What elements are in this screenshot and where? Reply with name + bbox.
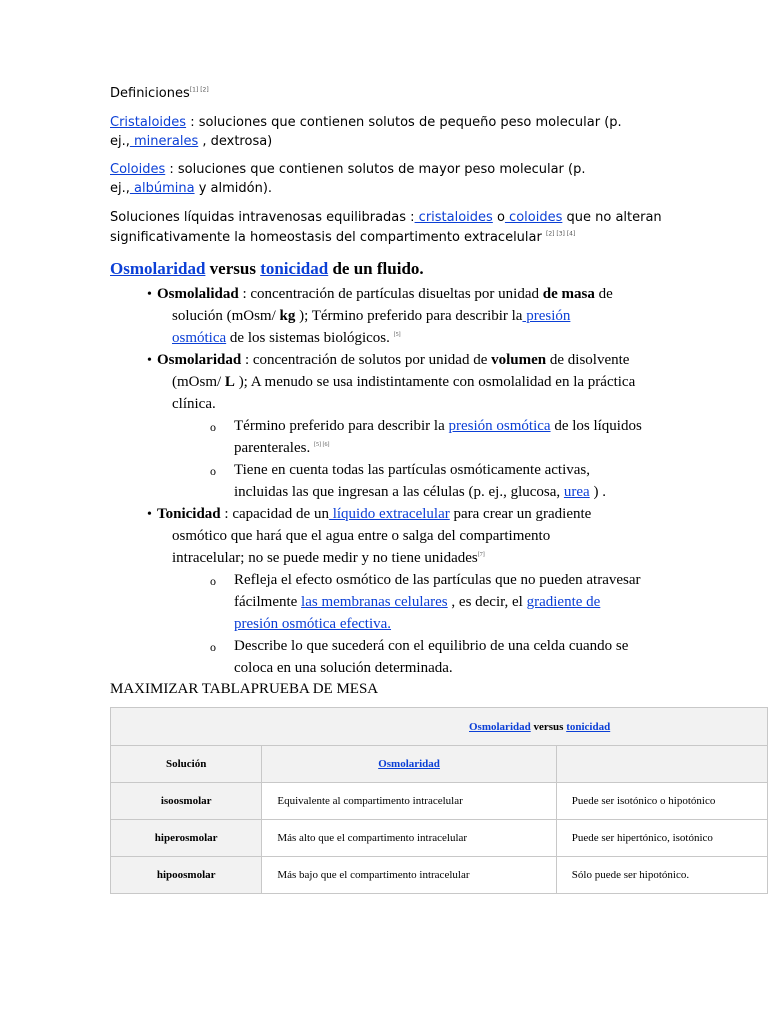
liquido-extracelular-link[interactable]: líquido extracelular — [328, 506, 450, 522]
table-tonicidad-link[interactable]: tonicidad — [566, 720, 611, 733]
osmolalidad-bold: de masa — [542, 286, 595, 302]
tonicidad-line-1 — [157, 506, 591, 523]
coloides-example-prefix: ej., — [110, 181, 130, 196]
osmolaridad-line-3-text: clínica. — [172, 396, 216, 412]
albumina-link[interactable]: albúmina — [129, 181, 195, 196]
osmolalidad-def-2: de — [594, 286, 613, 302]
tonicidad-def: : capacidad de un — [220, 506, 329, 522]
tonicidad-line-3-text: intracelular; no se puede medir y no tiene unidades — [172, 550, 478, 566]
osmolaridad-heading-link[interactable]: Osmolaridad — [110, 259, 206, 278]
tonicidad-sub1-line-3 — [234, 616, 391, 633]
osmolaridad-unit-prefix: (mOsm/ — [172, 374, 225, 390]
osmolaridad-sub2-text-2: incluidas las que ingresan a las células (p. ej., glucosa, — [234, 484, 564, 500]
cristaloides-inline-link[interactable]: cristaloides — [414, 210, 493, 225]
heading-suffix: de un fluido. — [328, 259, 424, 278]
osmolalidad-line-1 — [157, 286, 613, 303]
presion-osmotica-efectiva-link[interactable]: presión osmótica efectiva. — [234, 616, 392, 632]
bullet-marker: • — [147, 287, 152, 302]
osmolaridad-def-2: de disolvente — [546, 352, 630, 368]
minerales-link[interactable]: minerales — [129, 134, 199, 149]
table-cell-solucion: isoosmolar — [111, 783, 262, 820]
table-row — [111, 857, 768, 894]
osmolaridad-sub1-line-2 — [234, 440, 329, 457]
osmolaridad-term: Osmolaridad — [157, 352, 242, 368]
tonicidad-line-2-text: osmótico que hará que el agua entre o salga del compartimento — [172, 528, 551, 544]
cristaloides-definition: : soluciones que contienen solutos de pequeño peso molecular (p. — [186, 115, 622, 130]
osmolalidad-line-3-text: de los sistemas biológicos. — [226, 330, 390, 346]
reference-marks[interactable]: [5] [6] — [313, 442, 330, 448]
sub-bullet-marker: o — [210, 464, 216, 478]
osmotica-link[interactable]: osmótica — [172, 330, 227, 346]
tonicidad-sub1-text-2: fácilmente — [234, 594, 302, 610]
header-solucion: Solución — [111, 746, 262, 783]
definiciones-title — [110, 86, 209, 101]
osmolaridad-sub2-line-2 — [234, 484, 606, 501]
tonicidad-sub2-line-2 — [234, 660, 453, 677]
definiciones-title-text: Definiciones — [110, 86, 190, 101]
table-row — [111, 783, 768, 820]
cristaloides-link[interactable]: Cristaloides — [110, 115, 187, 130]
tonicidad-sub1-text: Refleja el efecto osmótico de las partículas que no pueden atravesar — [234, 572, 641, 588]
osmolalidad-term: Osmolalidad — [157, 286, 239, 302]
coloides-line-1 — [110, 162, 586, 177]
header-tonicidad — [556, 746, 767, 783]
table-cell-solucion: hiperosmolar — [111, 820, 262, 857]
osmolalidad-unit: kg — [279, 308, 296, 324]
sub-bullet-marker: o — [210, 574, 216, 588]
osmolalidad-unit-prefix: solución (mOsm/ — [172, 308, 280, 324]
soluciones-line-1 — [110, 210, 662, 225]
tonicidad-sub1-text-3: , es decir, el — [447, 594, 527, 610]
osmolaridad-line-2-text: ); A menudo se usa indistintamente con osmolalidad en la práctica — [234, 374, 636, 390]
heading-versus: versus — [205, 259, 261, 278]
urea-link[interactable]: urea — [563, 484, 590, 500]
cristaloides-example-prefix: ej., — [110, 134, 130, 149]
osmolaridad-sub2-text: Tiene en cuenta todas las partículas osmóticamente activas, — [234, 462, 591, 478]
table-osmolaridad-link[interactable]: Osmolaridad — [469, 720, 531, 733]
table-cell-tonicidad: Sólo puede ser hipotónico. — [556, 857, 767, 894]
cristaloides-line-2 — [110, 134, 272, 149]
cristaloides-line-1 — [110, 115, 622, 130]
tonicidad-sub2-line-1 — [234, 638, 628, 655]
reference-marks[interactable]: [2] [3] [4] — [545, 230, 576, 238]
osmolaridad-unit: L — [224, 374, 235, 390]
coloides-example-suffix: y almidón). — [194, 181, 273, 196]
header-osmolaridad — [262, 746, 556, 783]
osmolaridad-sub1-text-2: de los líquidos — [550, 418, 642, 434]
table-cell-osmolaridad: Equivalente al compartimento intracelular — [262, 783, 556, 820]
tonicidad-sub1-line-1 — [234, 572, 641, 589]
table-header-row — [111, 746, 768, 783]
coloides-inline-link[interactable]: coloides — [504, 210, 563, 225]
soluciones-text-2: significativamente la homeostasis del compartimento extracelular — [110, 230, 542, 245]
osmolalidad-line-2-text: ); Término preferido para describir la — [295, 308, 523, 324]
bullet-marker: • — [147, 507, 152, 522]
membranas-celulares-link[interactable]: las membranas celulares — [301, 594, 448, 610]
osmolalidad-def: : concentración de partículas disueltas por unidad — [238, 286, 543, 302]
presion-link[interactable]: presión — [522, 308, 571, 324]
osmolaridad-line-2 — [172, 374, 635, 391]
coloides-definition: : soluciones que contienen solutos de mayor peso molecular (p. — [165, 162, 586, 177]
soluciones-text-end: que no alteran — [562, 210, 662, 225]
tonicidad-def-2: para crear un gradiente — [449, 506, 592, 522]
coloides-link[interactable]: Coloides — [110, 162, 166, 177]
osmolaridad-sub2-text-3: ) . — [589, 484, 606, 500]
cristaloides-example-suffix: , dextrosa) — [198, 134, 273, 149]
tonicidad-term: Tonicidad — [157, 506, 221, 522]
osmolaridad-sub1-text: Término preferido para describir la — [234, 418, 449, 434]
sub-bullet-marker: o — [210, 640, 216, 654]
bullet-marker: • — [147, 353, 152, 368]
osmolaridad-line-1 — [157, 352, 629, 369]
maximizar-tabla-label[interactable]: MAXIMIZAR TABLAPRUEBA DE MESA — [110, 681, 379, 697]
soluciones-text: Soluciones líquidas intravenosas equilibradas : — [110, 210, 415, 225]
tonicidad-sub1-line-2 — [234, 594, 600, 611]
osmolaridad-sub1-text-3: parenterales. — [234, 440, 311, 456]
osmolaridad-sub1-line-1 — [234, 418, 642, 435]
tonicidad-heading-link[interactable]: tonicidad — [260, 259, 329, 278]
osmolaridad-bold: volumen — [491, 352, 547, 368]
reference-marks[interactable]: [7] — [477, 552, 485, 558]
osmolaridad-tonicidad-table — [110, 707, 768, 894]
osmolalidad-line-3 — [172, 330, 401, 347]
table-cell-osmolaridad: Más bajo que el compartimento intracelular — [262, 857, 556, 894]
table-cell-tonicidad: Puede ser hipertónico, isotónico — [556, 820, 767, 857]
sub-bullet-marker: o — [210, 420, 216, 434]
reference-marks[interactable]: [5] — [393, 332, 401, 338]
osmolaridad-line-3 — [172, 396, 216, 413]
section-heading — [110, 259, 424, 279]
table-cell-solucion: hipoosmolar — [111, 857, 262, 894]
tonicidad-line-2 — [172, 528, 550, 545]
table-cell-osmolaridad: Más alto que el compartimento intracelular — [262, 820, 556, 857]
table-cell-tonicidad: Puede ser isotónico o hipotónico — [556, 783, 767, 820]
reference-marks[interactable]: [1] [2] — [189, 86, 209, 94]
soluciones-line-2 — [110, 230, 575, 245]
table-caption-row — [111, 708, 768, 746]
table-caption — [111, 708, 768, 746]
osmolaridad-sub2-line-1 — [234, 462, 590, 479]
gradiente-link[interactable]: gradiente de — [526, 594, 601, 610]
soluciones-or: o — [492, 210, 505, 225]
tonicidad-sub2-text-2: coloca en una solución determinada. — [234, 660, 453, 676]
header-osmolaridad-link[interactable]: Osmolaridad — [378, 758, 440, 770]
tonicidad-line-3 — [172, 550, 485, 567]
presion-osmotica-link[interactable]: presión osmótica — [448, 418, 551, 434]
coloides-line-2 — [110, 181, 272, 196]
tonicidad-sub2-text: Describe lo que sucederá con el equilibrio de una celda cuando se — [234, 638, 629, 654]
osmolalidad-line-2 — [172, 308, 570, 325]
table-row — [111, 820, 768, 857]
osmolaridad-def: : concentración de solutos por unidad de — [241, 352, 492, 368]
table-caption-versus: versus — [530, 720, 567, 733]
